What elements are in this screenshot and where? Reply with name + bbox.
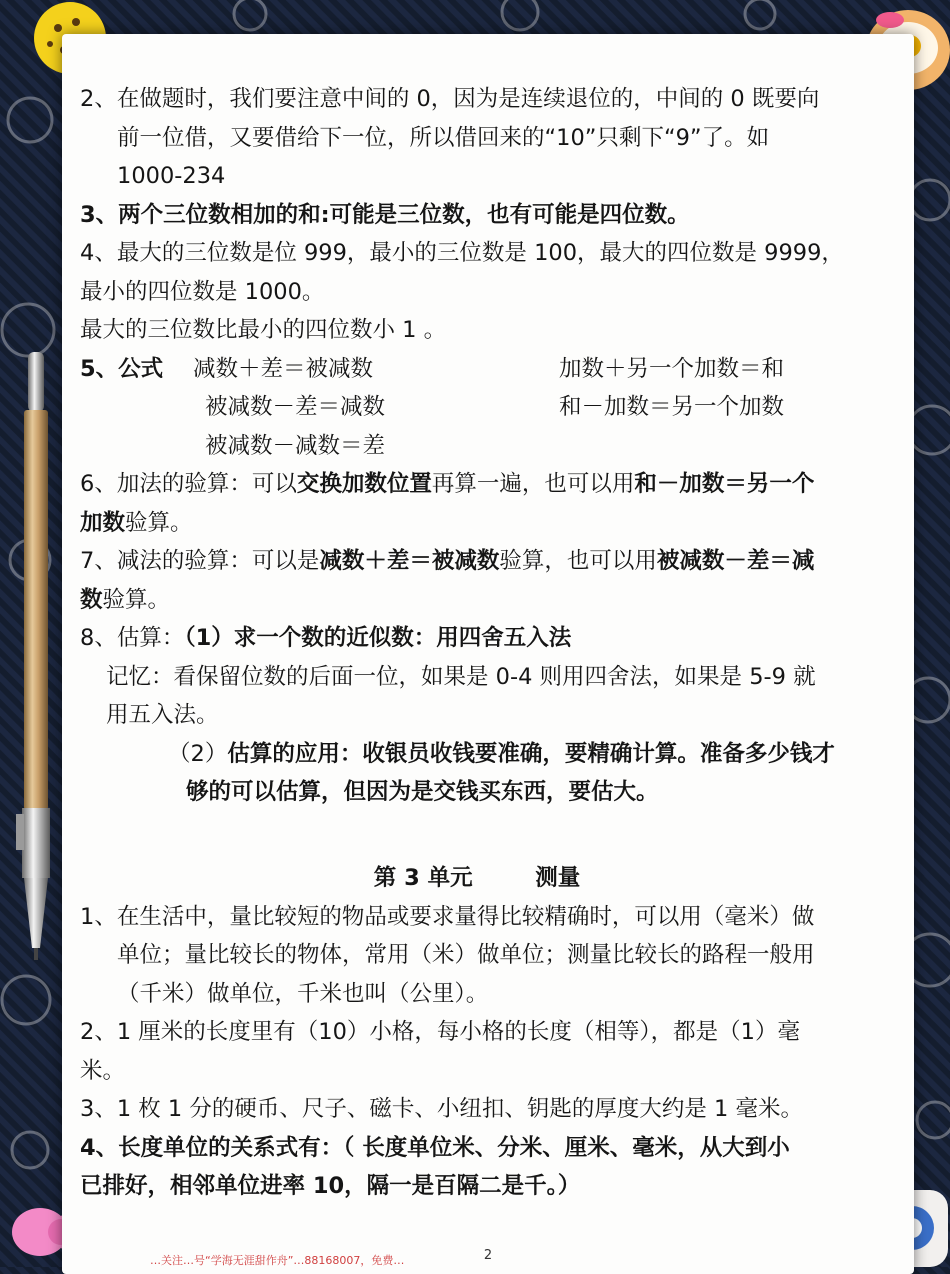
item-8-line-1 bbox=[80, 619, 898, 658]
item-6-text-c: 再算一遍，也可以用 bbox=[431, 471, 635, 497]
item-8-line-2: 记忆：看保留位数的后面一位，如果是 0-4 则用四舍法，如果是 5-9 就 bbox=[106, 663, 816, 690]
unit-title: 第 3 单元 测量 bbox=[373, 864, 581, 891]
item-7-bold-b: 减数＋差＝被减数 bbox=[319, 548, 500, 574]
unit3-item-4-line-1: 4、长度单位的关系式有：（ 长度单位米、分米、厘米、毫米，从大到小 bbox=[80, 1134, 790, 1161]
item-6-text-a: 6、加法的验算：可以 bbox=[80, 471, 297, 497]
item-8-text-c: （2） bbox=[168, 740, 228, 767]
item-3-line: 3、两个三位数相加的和:可能是三位数，也有可能是四位数。 bbox=[80, 201, 690, 228]
item-6-line-1 bbox=[80, 465, 898, 504]
item-8-line-3: 用五入法。 bbox=[106, 702, 219, 728]
item-7-text-c: 验算，也可以用 bbox=[499, 548, 657, 574]
item-8-bold-d: 估算的应用：收银员收钱要准确，要精确计算。准备多少钱才 bbox=[227, 740, 835, 767]
item-4-line-2: 最小的四位数是 1000。 bbox=[80, 278, 325, 305]
unit3-item-1-line-3: （千米）做单位，千米也叫（公里）。 bbox=[117, 980, 489, 1007]
item-2-line-3: 1000-234 bbox=[117, 163, 226, 189]
formula-row-1 bbox=[80, 350, 898, 389]
item-8-bold-b: （1）求一个数的近似数：用四舍五入法 bbox=[184, 625, 572, 651]
unit3-item-4-line-2: 已排好，相邻单位进率 10，隔一是百隔二是千。） bbox=[80, 1173, 581, 1199]
notes-content bbox=[80, 80, 898, 1206]
item-7-bold-d: 被减数－差＝减 bbox=[656, 548, 815, 574]
item-4-line-3: 最大的三位数比最小的四位数小 1 。 bbox=[80, 317, 447, 343]
item-7-line-1 bbox=[80, 542, 898, 581]
formula-row-3 bbox=[80, 427, 898, 466]
unit3-item-1-line-1: 1、在生活中，量比较短的物品或要求量得比较精确时，可以用（毫米）做 bbox=[80, 903, 815, 930]
item-8-text-a: 8、估算： bbox=[80, 625, 185, 651]
formula-right-2: 和－加数＝另一个加数 bbox=[559, 394, 785, 420]
watermark-text: …关注…号“学海无涯甜作舟”…88168007，免费… bbox=[150, 1254, 405, 1267]
formula-row-2 bbox=[80, 388, 898, 427]
unit3-item-2-line-2: 米。 bbox=[80, 1057, 126, 1084]
formula-left-2: 被减数－差＝减数 bbox=[205, 394, 386, 420]
item-6-bold-e: 加数 bbox=[80, 509, 126, 536]
unit3-item-2-line-1: 2、1 厘米的长度里有（10）小格，每小格的长度（相等），都是（1）毫 bbox=[80, 1019, 800, 1045]
item-7-bold-e: 数 bbox=[80, 586, 103, 613]
item-6-bold-b: 交换加数位置 bbox=[296, 471, 432, 497]
item-6-line-2 bbox=[80, 504, 898, 543]
unit3-item-3-line: 3、1 枚 1 分的硬币、尺子、磁卡、小纽扣、钥匙的厚度大约是 1 毫米。 bbox=[80, 1096, 804, 1122]
item-8-line-4 bbox=[80, 735, 898, 774]
item-7-text-f: 验算。 bbox=[102, 586, 171, 613]
formula-left-1: 减数＋差＝被减数 bbox=[193, 355, 374, 382]
formula-right-1: 加数＋另一个加数＝和 bbox=[559, 355, 785, 382]
unit3-item-1-line-2: 单位；量比较长的物体，常用（米）做单位；测量比较长的路程一般用 bbox=[117, 942, 815, 968]
formula-left-3: 被减数－减数＝差 bbox=[205, 432, 386, 459]
page-number: 2 bbox=[483, 1248, 493, 1263]
pen-icon bbox=[14, 352, 60, 962]
item-4-line-1: 4、最大的三位数是位 999，最小的三位数是 100，最大的四位数是 9999， bbox=[80, 240, 844, 266]
item-6-text-f: 验算。 bbox=[125, 509, 193, 536]
item-7-line-2 bbox=[80, 581, 898, 620]
formula-label: 5、公式 bbox=[80, 355, 164, 382]
item-6-bold-d: 和－加数＝另一个 bbox=[634, 471, 815, 497]
item-2-line-2: 前一位借，又要借给下一位，所以借回来的“10”只剩下“9”了。如 bbox=[117, 124, 770, 151]
item-7-text-a: 7、减法的验算：可以是 bbox=[80, 548, 320, 574]
paper-sheet bbox=[62, 34, 914, 1274]
item-8-line-5: 够的可以估算，但因为是交钱买东西，要估大。 bbox=[186, 779, 659, 805]
item-2-line-1: 2、在做题时，我们要注意中间的 0，因为是连续退位的，中间的 0 既要向 bbox=[80, 86, 820, 112]
